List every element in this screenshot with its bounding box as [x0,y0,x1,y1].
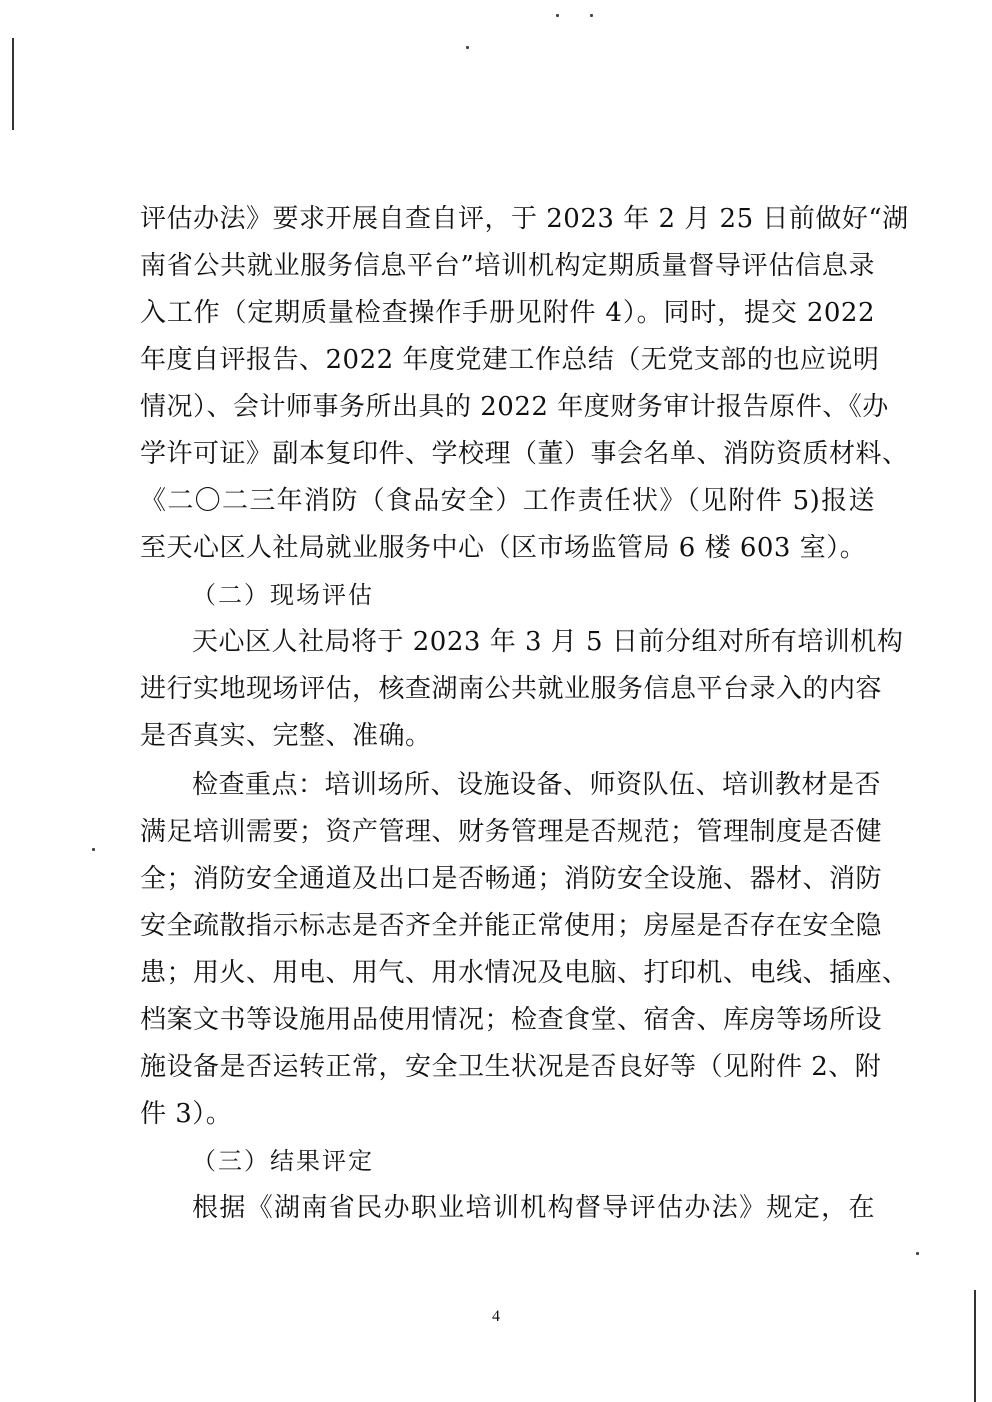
scan-dot [92,848,95,851]
body-line: 件 3）。 [140,1099,233,1129]
body-line: 患；用火、用电、用气、用水情况及电脑、打印机、电线、插座、 [140,958,909,988]
scan-dot [916,1252,919,1255]
body-line: 天心区人社局将于 2023 年 3 月 5 日前分组对所有培训机构 [192,627,904,657]
body-line: 《二〇二三年消防（食品安全）工作责任状》（见附件 5)报送 [140,486,875,516]
body-line: 满足培训需要；资产管理、财务管理是否规范；管理制度是否健 [140,817,883,847]
scan-dot [590,14,593,17]
body-line: 入工作（定期质量检查操作手册见附件 4）。同时，提交 2022 [140,298,875,328]
body-line: 是否真实、完整、准确。 [140,721,432,751]
body-line: 检查重点：培训场所、设施设备、师资队伍、培训教材是否 [192,770,882,800]
body-line: 安全疏散指示标志是否齐全并能正常使用；房屋是否存在安全隐 [140,911,883,941]
body-line: 至天心区人社局就业服务中心（区市场监管局 6 楼 603 室）。 [140,533,867,563]
body-line: 根据《湖南省民办职业培训机构督导评估办法》规定，在 [192,1193,875,1223]
body-line: 情况）、会计师事务所出具的 2022 年度财务审计报告原件、《办 [140,392,889,422]
scan-dot [466,46,469,49]
section-heading: （二）现场评估 [192,581,374,609]
body-line: 南省公共就业服务信息平台”培训机构定期质量督导评估信息录 [140,251,875,281]
page-number: 4 [492,1308,500,1325]
body-line: 学许可证》副本复印件、学校理（董）事会名单、消防资质材料、 [140,439,909,469]
body-line: 档案文书等设施用品使用情况；检查食堂、宿舍、库房等场所设 [140,1005,883,1035]
body-line: 评估办法》要求开展自查自评，于 2023 年 2 月 25 日前做好“湖 [140,204,909,234]
scan-dot [556,14,559,17]
body-line: 进行实地现场评估，核查湖南公共就业服务信息平台录入的内容 [140,674,883,704]
body-line: 全；消防安全通道及出口是否畅通；消防安全设施、器材、消防 [140,864,883,894]
body-line: 施设备是否运转正常，安全卫生状况是否良好等（见附件 2、附 [140,1052,882,1082]
body-line: 年度自评报告、2022 年度党建工作总结（无党支部的也应说明 [140,345,880,375]
section-heading: （三）结果评定 [192,1147,374,1175]
scan-edge-mark-right [974,1290,976,1402]
scan-edge-mark-left [12,38,14,130]
